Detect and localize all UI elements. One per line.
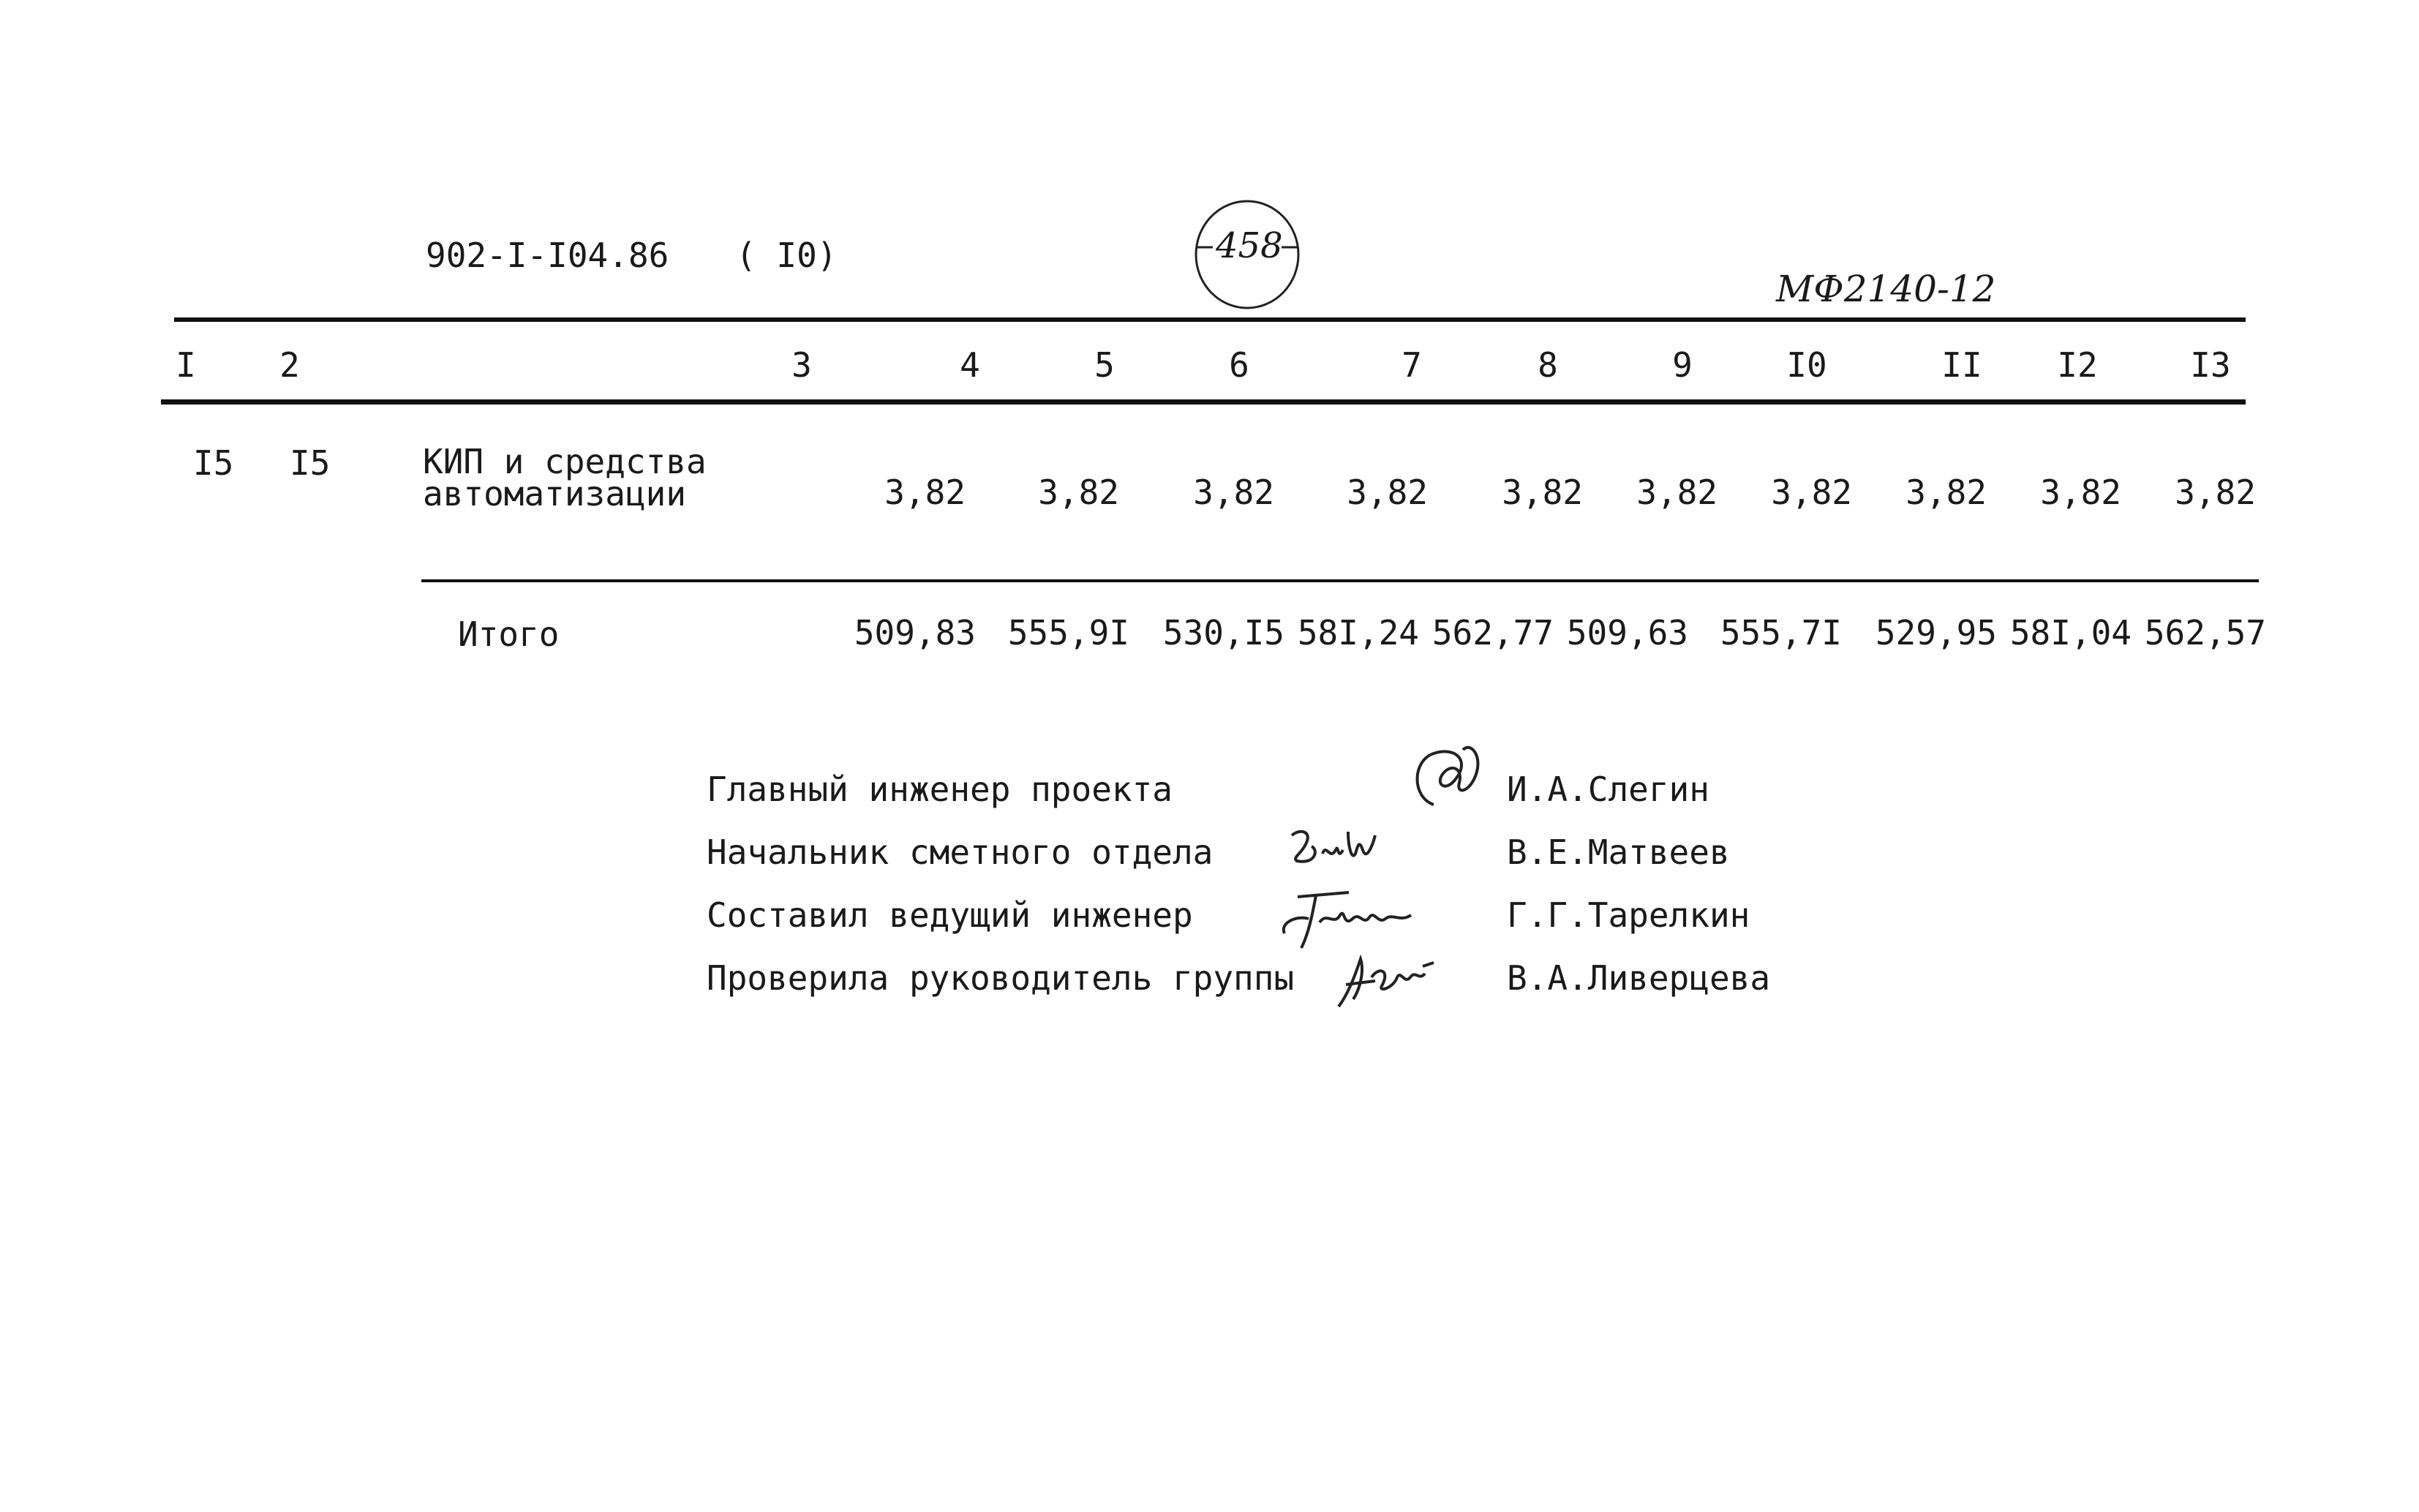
row-value: 3,82 — [1636, 473, 1718, 512]
handwritten-signature-3 — [1276, 882, 1422, 955]
row-value: 3,82 — [1771, 473, 1852, 512]
column-header: 2 — [279, 345, 300, 385]
signature-name: В.Е.Матвеев — [1507, 832, 1730, 872]
section-number: ( I0) — [736, 236, 838, 275]
column-header: I3 — [2190, 345, 2231, 385]
handwritten-signature-2 — [1286, 821, 1381, 879]
row-value: 3,82 — [1347, 473, 1428, 512]
row-value: 3,82 — [1906, 473, 1987, 512]
row-name-line1: КИП и средства — [423, 442, 707, 481]
signature-name: В.А.Ливерцева — [1507, 958, 1771, 998]
signature-role: Начальник сметного отдела — [707, 832, 1214, 872]
column-header: 3 — [791, 345, 812, 385]
document-code: 902-I-I04.86 — [426, 236, 669, 275]
row-col2: I5 — [290, 443, 331, 483]
column-header: I2 — [2057, 345, 2098, 385]
total-value: 509,83 — [854, 613, 976, 652]
signature-role: Главный инженер проекта — [707, 770, 1173, 809]
column-header: 7 — [1402, 345, 1422, 385]
total-label: Итого — [458, 614, 560, 654]
total-value: 562,57 — [2144, 613, 2266, 652]
total-value: 555,7I — [1720, 613, 1842, 652]
total-value: 509,63 — [1566, 613, 1688, 652]
handwritten-signature-4 — [1331, 948, 1441, 1014]
total-value: 58I,24 — [1297, 613, 1419, 652]
signature-role: Проверила руководитель группы — [707, 958, 1295, 998]
row-col1: I5 — [193, 443, 234, 483]
table-header-rule — [161, 399, 2246, 405]
row-value: 3,82 — [2040, 473, 2121, 512]
total-value: 529,95 — [1875, 613, 1997, 652]
row-value: 3,82 — [884, 473, 966, 512]
signature-name: И.А.Слегин — [1507, 770, 1709, 809]
total-value: 562,77 — [1432, 613, 1554, 652]
column-header: I0 — [1786, 345, 1827, 385]
total-value: 530,I5 — [1162, 613, 1284, 652]
column-header: 9 — [1672, 345, 1693, 385]
signature-role: Составил ведущий инженер — [707, 895, 1193, 935]
total-value: 58I,04 — [2009, 613, 2132, 652]
column-header: II — [1941, 345, 1982, 385]
signature-name: Г.Г.Тарелкин — [1507, 895, 1750, 935]
row-value: 3,82 — [2175, 473, 2256, 512]
table-top-rule — [174, 317, 2246, 322]
row-value: 3,82 — [1502, 473, 1583, 512]
column-header: 5 — [1094, 345, 1115, 385]
column-header: 8 — [1538, 345, 1558, 385]
row-name-line2: автоматизации — [423, 474, 687, 514]
row-value: 3,82 — [1193, 473, 1274, 512]
row-value: 3,82 — [1038, 473, 1119, 512]
column-header: 4 — [960, 345, 980, 385]
total-rule — [421, 579, 2259, 582]
column-header: 6 — [1229, 345, 1249, 385]
handwritten-signature-1 — [1404, 739, 1492, 819]
total-value: 555,9I — [1007, 613, 1129, 652]
column-header: I — [176, 345, 196, 385]
archive-code: МФ2140-12 — [1776, 268, 1996, 310]
page-stamp: 458 — [1216, 225, 1283, 266]
